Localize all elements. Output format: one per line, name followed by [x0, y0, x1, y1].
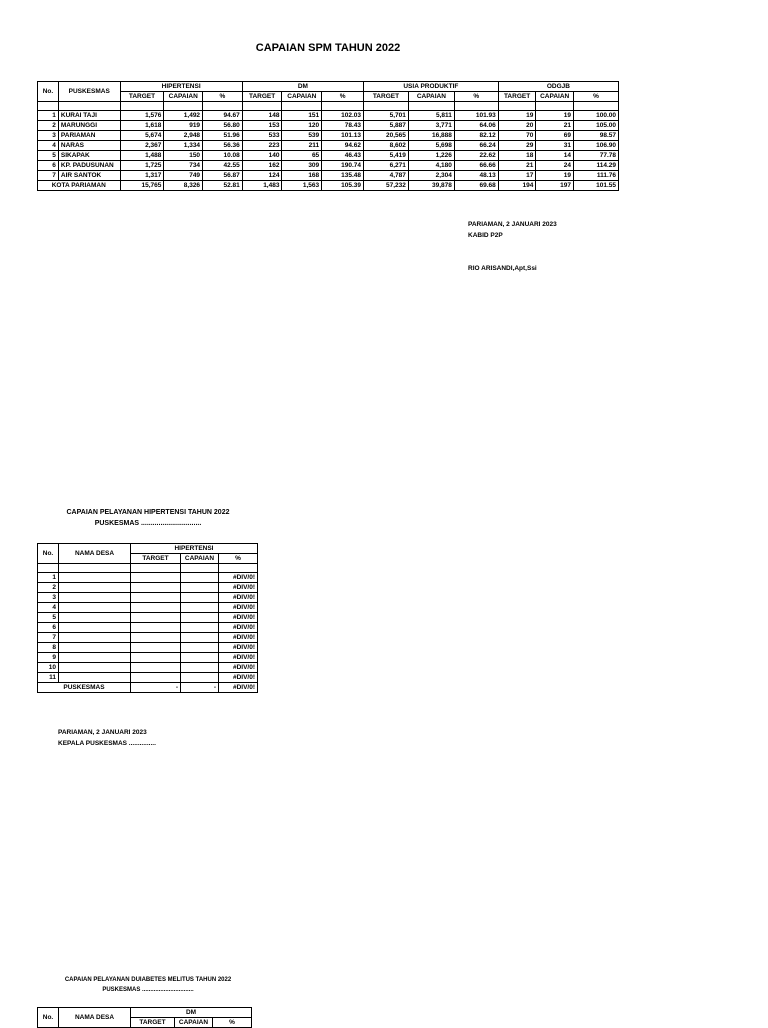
row-no: 8 [38, 643, 59, 653]
hipertensi-capaian-cell: 150 [164, 151, 203, 161]
row-no: 2 [38, 121, 59, 131]
usia-produktif-percent-cell: 22.62 [454, 151, 498, 161]
target-cell [131, 623, 181, 633]
dm-table [37, 1007, 252, 1028]
hipertensi-capaian-cell: 1,334 [164, 141, 203, 151]
odgjb-target-cell: 70 [498, 131, 536, 141]
dm-capaian-cell: 539 [282, 131, 322, 141]
dm-capaian-total: 1,563 [282, 181, 322, 191]
hipertensi-target-cell: 1,576 [120, 111, 164, 121]
percent-cell: #DIV/0! [219, 653, 258, 663]
col-no: No. [38, 1008, 59, 1028]
sub-percent: % [573, 92, 618, 102]
usia-produktif-capaian-cell: 4,180 [408, 161, 454, 171]
dm-percent-cell: 102.03 [322, 111, 364, 121]
percent-cell: #DIV/0! [219, 593, 258, 603]
dm-target-cell: 124 [242, 171, 282, 181]
percent-total: #DIV/0! [219, 683, 258, 693]
usia-produktif-percent-cell: 66.24 [454, 141, 498, 151]
table-row [38, 623, 258, 633]
nama-desa-cell [59, 673, 131, 683]
odgjb-capaian-cell: 24 [536, 161, 574, 171]
sub-capaian: CAPAIAN [536, 92, 574, 102]
sub-capaian: CAPAIAN [164, 92, 203, 102]
usia-produktif-capaian-cell: 3,771 [408, 121, 454, 131]
sub-percent: % [322, 92, 364, 102]
capaian-cell [181, 583, 219, 593]
sub-target: TARGET [131, 1018, 175, 1028]
odgjb-percent-cell: 114.29 [573, 161, 618, 171]
odgjb-target-cell: 19 [498, 111, 536, 121]
target-cell [131, 583, 181, 593]
table-row [38, 151, 619, 161]
row-no: 11 [38, 673, 59, 683]
dm-percent-cell: 135.48 [322, 171, 364, 181]
hipertensi-percent-cell: 10.08 [203, 151, 243, 161]
total-row [38, 181, 619, 191]
blank-row [38, 564, 258, 573]
nama-desa-cell [59, 663, 131, 673]
percent-cell: #DIV/0! [219, 613, 258, 623]
table-row [38, 141, 619, 151]
row-no: 7 [38, 633, 59, 643]
target-cell [131, 643, 181, 653]
hipertensi-capaian-total: 8,326 [164, 181, 203, 191]
hipertensi-target-cell: 2,367 [120, 141, 164, 151]
usia-produktif-capaian-cell: 1,226 [408, 151, 454, 161]
dm-target-cell: 148 [242, 111, 282, 121]
usia-produktif-target-cell: 5,419 [363, 151, 408, 161]
hipertensi-percent-cell: 94.67 [203, 111, 243, 121]
dm-percent-cell: 94.62 [322, 141, 364, 151]
target-cell [131, 663, 181, 673]
hipertensi-target-cell: 5,674 [120, 131, 164, 141]
puskesmas-name: KURAI TAJI [58, 111, 120, 121]
nama-desa-cell [59, 623, 131, 633]
puskesmas-name: MARUNGGI [58, 121, 120, 131]
percent-cell: #DIV/0! [219, 603, 258, 613]
row-no: 4 [38, 603, 59, 613]
hipertensi-percent-cell: 56.87 [203, 171, 243, 181]
usia-produktif-capaian-cell: 5,811 [408, 111, 454, 121]
odgjb-capaian-cell: 14 [536, 151, 574, 161]
row-no: 9 [38, 653, 59, 663]
nama-desa-cell [59, 633, 131, 643]
sign-place-date: PARIAMAN, 2 JANUARI 2023 [468, 221, 557, 228]
odgjb-capaian-cell: 19 [536, 111, 574, 121]
odgjb-percent-cell: 105.00 [573, 121, 618, 131]
usia-produktif-target-cell: 4,787 [363, 171, 408, 181]
usia-produktif-percent-cell: 82.12 [454, 131, 498, 141]
table-row [38, 171, 619, 181]
hipertensi-percent-cell: 51.96 [203, 131, 243, 141]
sub-percent: % [203, 92, 243, 102]
odgjb-capaian-cell: 69 [536, 131, 574, 141]
target-total: - [131, 683, 181, 693]
table-row [38, 583, 258, 593]
usia-produktif-target-cell: 8,602 [363, 141, 408, 151]
odgjb-percent-cell: 106.90 [573, 141, 618, 151]
target-cell [131, 653, 181, 663]
percent-cell: #DIV/0! [219, 573, 258, 583]
hipertensi-percent-cell: 56.80 [203, 121, 243, 131]
target-cell [131, 613, 181, 623]
table-row [38, 573, 258, 583]
usia-produktif-capaian-cell: 16,888 [408, 131, 454, 141]
table-row [38, 603, 258, 613]
hipertensi-percent-cell: 56.36 [203, 141, 243, 151]
odgjb-capaian-cell: 31 [536, 141, 574, 151]
dm-capaian-cell: 309 [282, 161, 322, 171]
blank-row [38, 102, 619, 111]
table-row [38, 633, 258, 643]
row-no: 1 [38, 111, 59, 121]
row-no: 4 [38, 141, 59, 151]
usia-produktif-percent-cell: 66.66 [454, 161, 498, 171]
table-row [38, 643, 258, 653]
usia-produktif-target-cell: 20,565 [363, 131, 408, 141]
capaian-cell [181, 623, 219, 633]
dm-capaian-cell: 211 [282, 141, 322, 151]
col-no: No. [38, 544, 59, 564]
row-no: 6 [38, 161, 59, 171]
dm-target-cell: 153 [242, 121, 282, 131]
odgjb-percent-cell: 98.57 [573, 131, 618, 141]
puskesmas-name: PARIAMAN [58, 131, 120, 141]
puskesmas-name: KP. PADUSUNAN [58, 161, 120, 171]
hipertensi-capaian-cell: 1,492 [164, 111, 203, 121]
table-row [38, 131, 619, 141]
group-hipertensi: HIPERTENSI [120, 82, 242, 92]
target-cell [131, 603, 181, 613]
sub-percent: % [219, 554, 258, 564]
odgjb-capaian-cell: 21 [536, 121, 574, 131]
hipertensi-target-cell: 1,725 [120, 161, 164, 171]
col-no: No. [38, 82, 59, 102]
hipertensi-capaian-cell: 734 [164, 161, 203, 171]
odgjb-target-cell: 17 [498, 171, 536, 181]
nama-desa-cell [59, 583, 131, 593]
target-cell [131, 633, 181, 643]
col-nama-desa: NAMA DESA [59, 544, 131, 564]
usia-produktif-capaian-total: 39,878 [408, 181, 454, 191]
dm-target-cell: 533 [242, 131, 282, 141]
sub-capaian: CAPAIAN [181, 554, 219, 564]
nama-desa-cell [59, 593, 131, 603]
usia-produktif-percent-cell: 64.06 [454, 121, 498, 131]
usia-produktif-capaian-cell: 2,304 [408, 171, 454, 181]
dm-percent-total: 105.39 [322, 181, 364, 191]
dm-percent-cell: 78.43 [322, 121, 364, 131]
usia-produktif-target-total: 57,232 [363, 181, 408, 191]
group-usia-produktif: USIA PRODUKTIF [363, 82, 498, 92]
dm-title: CAPAIAN PELAYANAN DUIABETES MELITUS TAHUN 2022 [64, 977, 232, 983]
hipertensi-percent-cell: 42.55 [203, 161, 243, 171]
hipertensi-percent-total: 52.81 [203, 181, 243, 191]
dm-capaian-cell: 65 [282, 151, 322, 161]
table-row [38, 121, 619, 131]
capaian-cell [181, 653, 219, 663]
odgjb-target-cell: 21 [498, 161, 536, 171]
dm-target-cell: 162 [242, 161, 282, 171]
dm-percent-cell: 101.13 [322, 131, 364, 141]
usia-produktif-percent-cell: 101.93 [454, 111, 498, 121]
hipertensi-target-cell: 1,317 [120, 171, 164, 181]
sub-target: TARGET [131, 554, 181, 564]
sub-target: TARGET [498, 92, 536, 102]
row-no: 3 [38, 131, 59, 141]
capaian-total: - [181, 683, 219, 693]
hipertensi-target-cell: 1,488 [120, 151, 164, 161]
sub-target: TARGET [120, 92, 164, 102]
row-no: 5 [38, 613, 59, 623]
nama-desa-cell [59, 603, 131, 613]
percent-cell: #DIV/0! [219, 633, 258, 643]
sign-place-date: PARIAMAN, 2 JANUARI 2023 [58, 729, 147, 736]
sub-capaian: CAPAIAN [175, 1018, 213, 1028]
report-title: CAPAIAN SPM TAHUN 2022 [255, 42, 401, 54]
total-label: PUSKESMAS [38, 683, 131, 693]
percent-cell: #DIV/0! [219, 663, 258, 673]
dm-target-cell: 140 [242, 151, 282, 161]
percent-cell: #DIV/0! [219, 623, 258, 633]
usia-produktif-capaian-cell: 5,698 [408, 141, 454, 151]
row-no: 2 [38, 583, 59, 593]
dm-capaian-cell: 120 [282, 121, 322, 131]
capaian-cell [181, 673, 219, 683]
target-cell [131, 573, 181, 583]
spm-table [37, 81, 619, 191]
nama-desa-cell [59, 573, 131, 583]
row-no: 3 [38, 593, 59, 603]
percent-cell: #DIV/0! [219, 673, 258, 683]
table-row [38, 161, 619, 171]
sub-percent: % [213, 1018, 252, 1028]
dm-target-total: 1,483 [242, 181, 282, 191]
total-row [38, 683, 258, 693]
usia-produktif-percent-total: 69.68 [454, 181, 498, 191]
sub-percent: % [454, 92, 498, 102]
group-dm: DM [242, 82, 363, 92]
dm-percent-cell: 46.43 [322, 151, 364, 161]
puskesmas-name: SIKAPAK [58, 151, 120, 161]
sub-capaian: CAPAIAN [408, 92, 454, 102]
percent-cell: #DIV/0! [219, 643, 258, 653]
capaian-cell [181, 603, 219, 613]
row-no: 7 [38, 171, 59, 181]
odgjb-target-cell: 18 [498, 151, 536, 161]
odgjb-target-total: 194 [498, 181, 536, 191]
capaian-cell [181, 643, 219, 653]
odgjb-target-cell: 29 [498, 141, 536, 151]
group-hipertensi: HIPERTENSI [131, 544, 258, 554]
odgjb-percent-cell: 77.78 [573, 151, 618, 161]
row-no: 6 [38, 623, 59, 633]
capaian-cell [181, 573, 219, 583]
capaian-cell [181, 593, 219, 603]
table-row [38, 663, 258, 673]
capaian-cell [181, 663, 219, 673]
hipertensi-table [37, 543, 258, 693]
sign-name: RIO ARISANDI,Apt,Ssi [468, 265, 537, 272]
row-no: 1 [38, 573, 59, 583]
nama-desa-cell [59, 613, 131, 623]
row-no: 10 [38, 663, 59, 673]
dm-subtitle: PUSKESMAS ............................... [102, 987, 194, 993]
col-nama-desa: NAMA DESA [59, 1008, 131, 1028]
nama-desa-cell [59, 643, 131, 653]
puskesmas-name: NARAS [58, 141, 120, 151]
sub-target: TARGET [363, 92, 408, 102]
usia-produktif-target-cell: 5,887 [363, 121, 408, 131]
odgjb-target-cell: 20 [498, 121, 536, 131]
total-label: KOTA PARIAMAN [38, 181, 121, 191]
dm-header [40, 975, 256, 995]
sub-target: TARGET [242, 92, 282, 102]
odgjb-capaian-total: 197 [536, 181, 574, 191]
percent-cell: #DIV/0! [219, 583, 258, 593]
hipertensi-capaian-cell: 2,948 [164, 131, 203, 141]
hipertensi-subtitle: PUSKESMAS ............................... [94, 520, 202, 527]
table-row [38, 593, 258, 603]
usia-produktif-target-cell: 6,271 [363, 161, 408, 171]
hipertensi-target-cell: 1,618 [120, 121, 164, 131]
target-cell [131, 673, 181, 683]
col-puskesmas: PUSKESMAS [58, 82, 120, 102]
sign-role: KEPALA PUSKESMAS ............... [58, 740, 156, 747]
usia-produktif-target-cell: 5,701 [363, 111, 408, 121]
table-row [38, 613, 258, 623]
hipertensi-signature [58, 727, 156, 749]
dm-capaian-cell: 168 [282, 171, 322, 181]
table-row [38, 111, 619, 121]
odgjb-percent-cell: 100.00 [573, 111, 618, 121]
hipertensi-target-total: 15,765 [120, 181, 164, 191]
odgjb-percent-total: 101.55 [573, 181, 618, 191]
puskesmas-name: AIR SANTOK [58, 171, 120, 181]
row-no: 5 [38, 151, 59, 161]
target-cell [131, 593, 181, 603]
usia-produktif-percent-cell: 48.13 [454, 171, 498, 181]
hipertensi-title: CAPAIAN PELAYANAN HIPERTENSI TAHUN 2022 [66, 509, 230, 516]
dm-target-cell: 223 [242, 141, 282, 151]
capaian-cell [181, 613, 219, 623]
hipertensi-capaian-cell: 749 [164, 171, 203, 181]
hipertensi-capaian-cell: 919 [164, 121, 203, 131]
table-row [38, 653, 258, 663]
table-row [38, 673, 258, 683]
group-dm: DM [131, 1008, 252, 1018]
dm-percent-cell: 190.74 [322, 161, 364, 171]
odgjb-percent-cell: 111.76 [573, 171, 618, 181]
group-odgjb: ODGJB [498, 82, 618, 92]
odgjb-capaian-cell: 19 [536, 171, 574, 181]
sub-capaian: CAPAIAN [282, 92, 322, 102]
capaian-cell [181, 633, 219, 643]
report-signature [468, 219, 557, 274]
hipertensi-header [40, 507, 256, 529]
dm-capaian-cell: 151 [282, 111, 322, 121]
sign-role: KABID P2P [468, 232, 503, 239]
nama-desa-cell [59, 653, 131, 663]
